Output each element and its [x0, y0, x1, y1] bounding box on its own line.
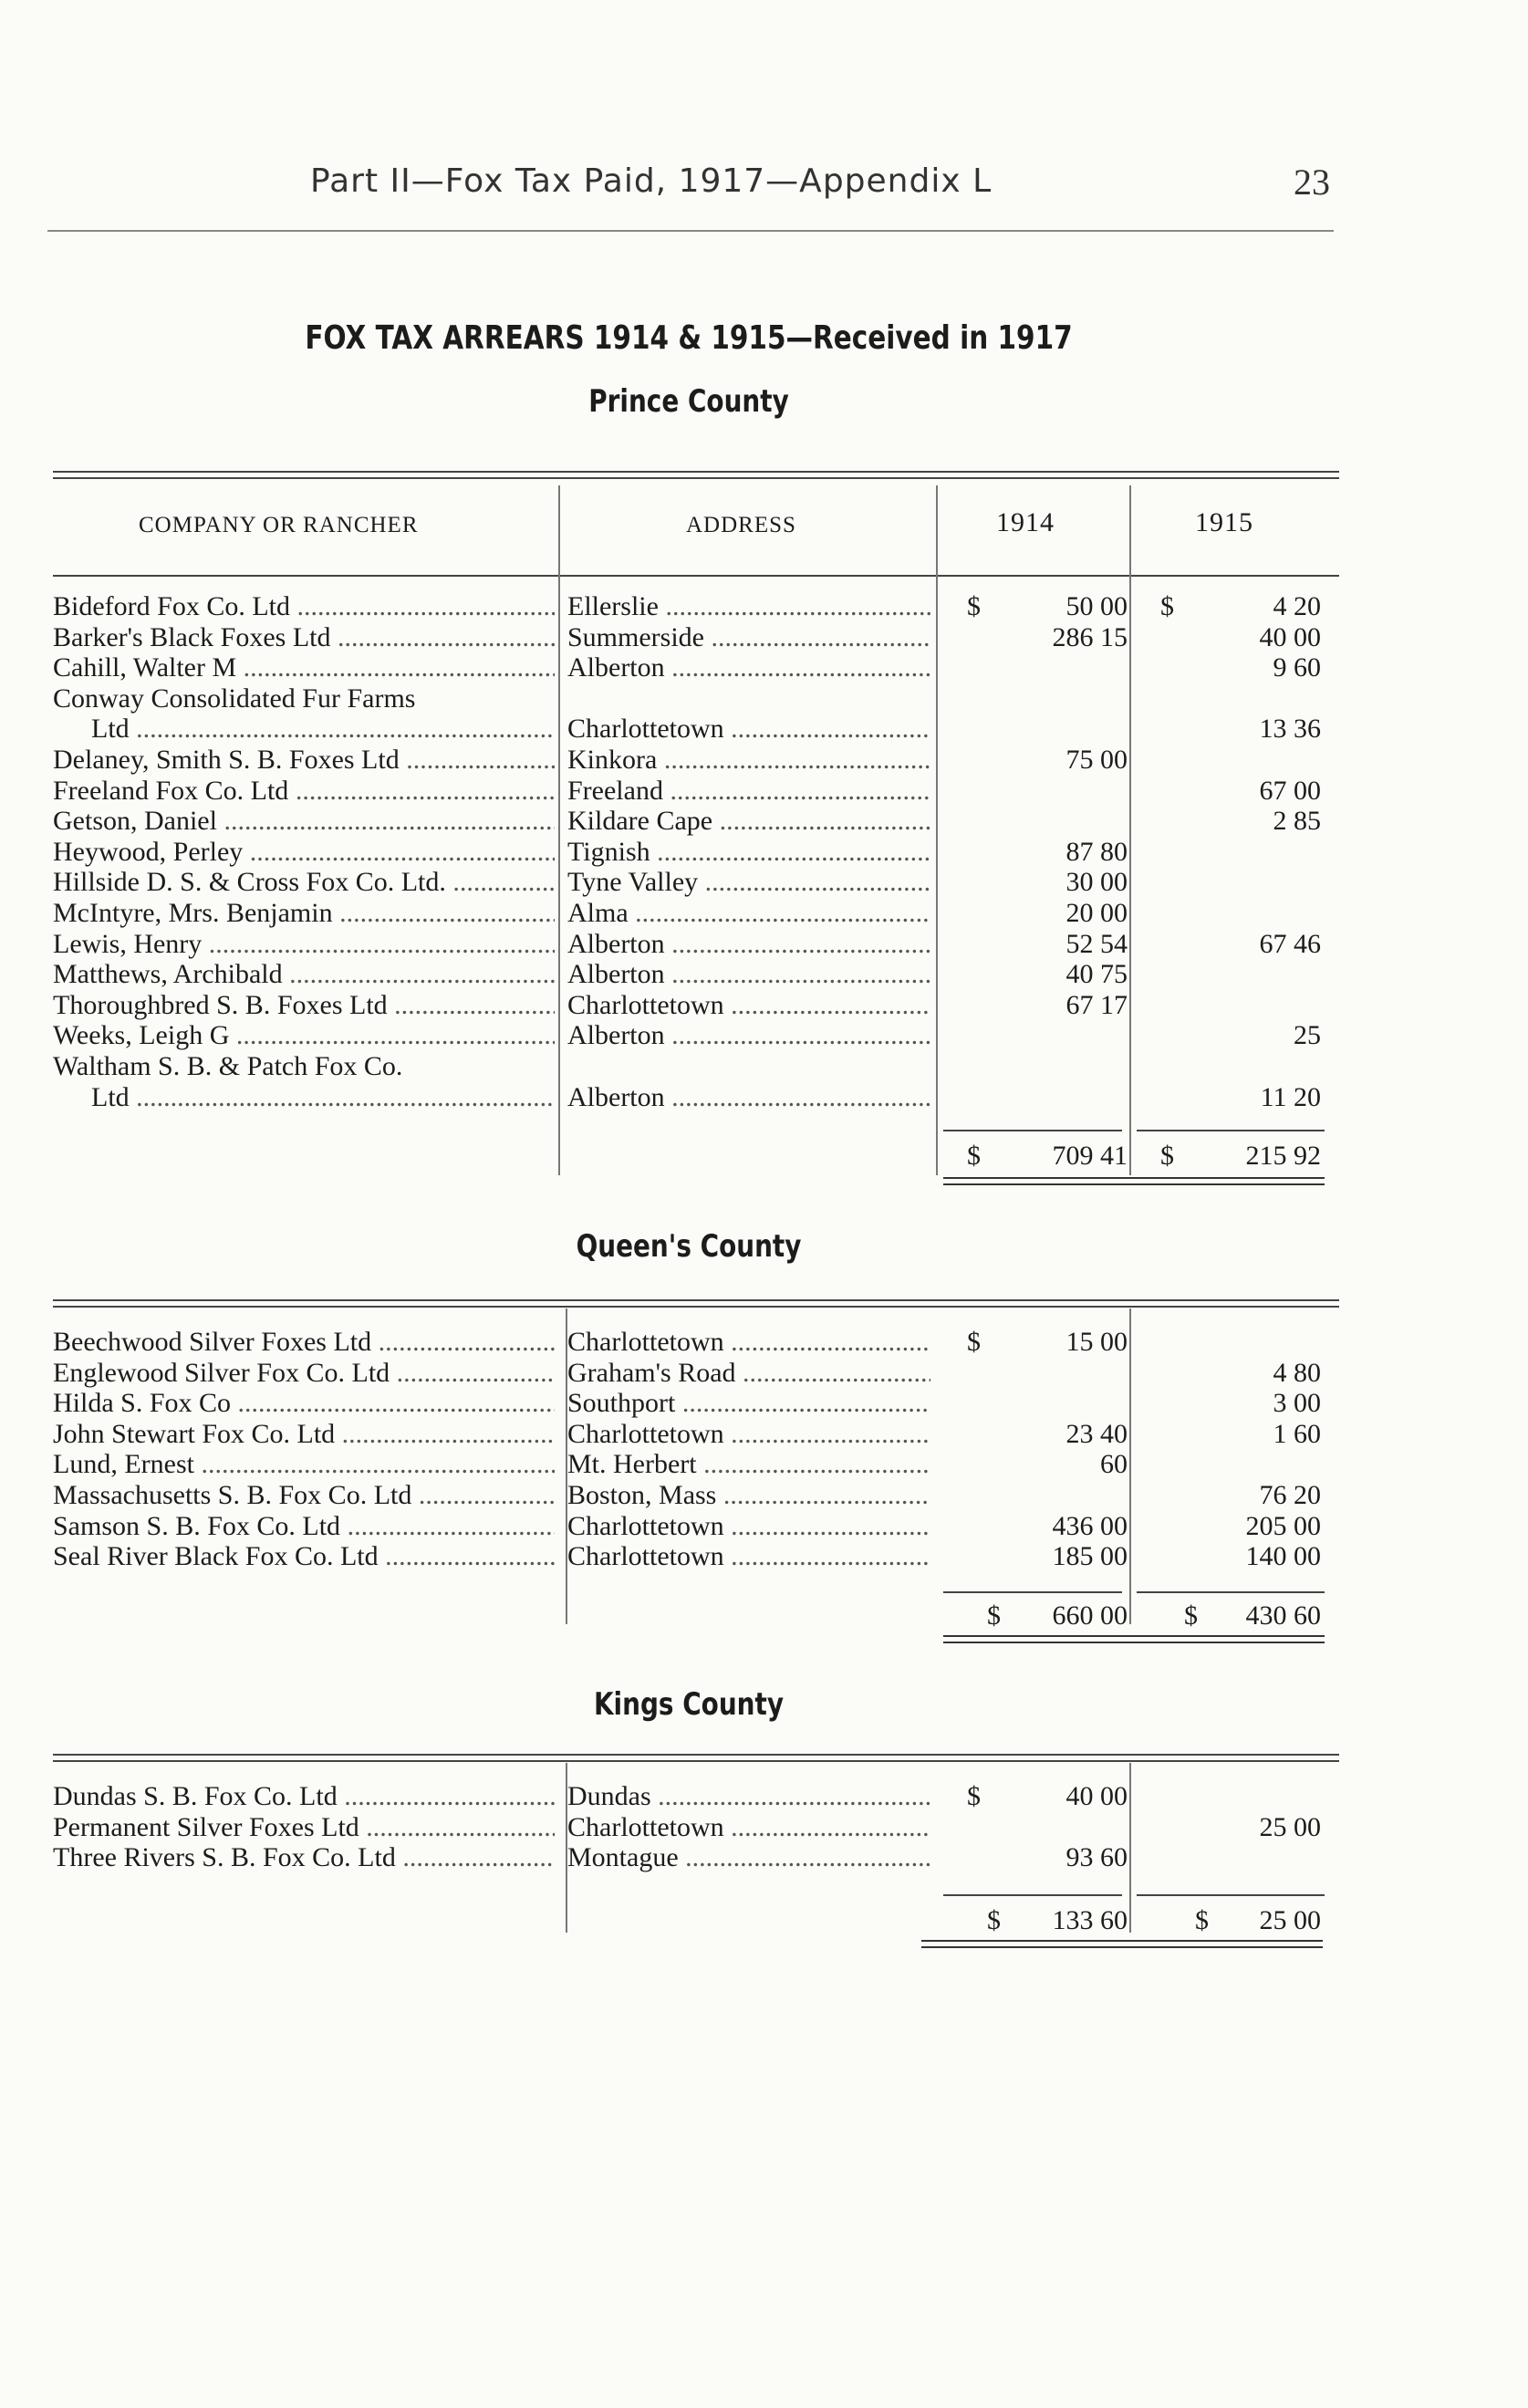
amount-1915: 76 20 — [1259, 1480, 1321, 1510]
dollar-sign: $ — [1195, 1905, 1209, 1935]
dollar-sign: $ — [967, 1327, 981, 1357]
amount-1915: 205 00 — [1245, 1510, 1321, 1541]
address: Charlottetown ..... — [567, 1541, 930, 1572]
column-header-1915: 1915 — [1195, 507, 1253, 537]
address: Alberton ..... — [567, 959, 930, 990]
table-row-name-line — [0, 1051, 1528, 1082]
subtotal-rule — [1137, 1894, 1325, 1896]
amount-1915: 25 00 — [1259, 1811, 1321, 1842]
subtotal-rule — [1137, 1591, 1325, 1593]
company-name: Hilda S. Fox Co ..... — [53, 1388, 555, 1419]
amount-1914: 50 00 — [1065, 591, 1128, 621]
amount-1915: 13 36 — [1259, 714, 1321, 745]
total-row — [0, 1600, 1528, 1631]
amount-1914: 93 60 — [1065, 1842, 1128, 1873]
address: Charlottetown ..... — [567, 714, 930, 745]
table-top-rule — [53, 471, 1339, 479]
table-row — [0, 1511, 1528, 1542]
company-name: Waltham S. B. & Patch Fox Co. — [53, 1051, 403, 1081]
company-name-continued: Ltd ..... — [91, 714, 555, 745]
company-name: McIntyre, Mrs. Benjamin ..... — [53, 898, 555, 929]
amount-1915: 25 — [1294, 1020, 1321, 1051]
subtotal-rule — [943, 1591, 1122, 1593]
subtotal-rule — [1137, 1130, 1325, 1131]
company-name: Weeks, Leigh G ..... — [53, 1020, 555, 1051]
company-name: Englewood Silver Fox Co. Ltd ..... — [53, 1358, 555, 1389]
section-title-prince: Prince County — [588, 383, 789, 420]
table-row — [0, 1388, 1528, 1419]
subtotal-rule — [943, 1130, 1122, 1131]
amount-1915: 11 20 — [1260, 1081, 1321, 1112]
amount-1915: 140 00 — [1245, 1541, 1321, 1572]
table-row — [0, 1358, 1528, 1389]
company-name: Three Rivers S. B. Fox Co. Ltd ..... — [53, 1842, 555, 1873]
section-title-kings: Kings County — [593, 1686, 785, 1723]
company-name: Samson S. B. Fox Co. Ltd ..... — [53, 1511, 555, 1542]
table-row — [0, 929, 1528, 960]
address: Tignish ..... — [567, 837, 930, 868]
amount-1915: 2 85 — [1273, 806, 1321, 837]
table-row — [0, 745, 1528, 776]
company-name: Lund, Ernest ..... — [53, 1449, 555, 1480]
amount-1914: 436 00 — [1052, 1510, 1128, 1541]
table-row-name-line — [0, 683, 1528, 714]
address: Freeland ..... — [567, 776, 930, 807]
table-row — [0, 1842, 1528, 1873]
total-double-rule — [943, 1177, 1325, 1185]
amount-1914: 23 40 — [1065, 1418, 1128, 1449]
company-name-continued: Ltd ..... — [91, 1082, 555, 1113]
amount-1914: 185 00 — [1052, 1541, 1128, 1572]
address: Charlottetown ..... — [567, 1419, 930, 1450]
table-row — [0, 806, 1528, 837]
amount-1914: 40 00 — [1065, 1781, 1128, 1811]
table-row — [0, 1781, 1528, 1812]
total-row — [0, 1905, 1528, 1936]
company-name: Thoroughbred S. B. Foxes Ltd ..... — [53, 990, 555, 1021]
subtotal-rule — [943, 1894, 1122, 1896]
address: Alberton ..... — [567, 1082, 930, 1113]
address: Ellerslie ..... — [567, 591, 930, 622]
company-name: John Stewart Fox Co. Ltd ..... — [53, 1419, 555, 1450]
company-name: Getson, Daniel ..... — [53, 806, 555, 837]
table-row — [0, 1419, 1528, 1450]
dollar-sign: $ — [1160, 591, 1174, 621]
address: Kildare Cape ..... — [567, 806, 930, 837]
address: Mt. Herbert ..... — [567, 1449, 930, 1480]
table-row — [0, 1812, 1528, 1843]
header-bottom-rule — [53, 575, 1339, 577]
table-row — [0, 898, 1528, 929]
company-name: Bideford Fox Co. Ltd ..... — [53, 591, 555, 622]
company-name: Hillside D. S. & Cross Fox Co. Ltd. ..... — [53, 867, 555, 898]
table-top-rule — [53, 1299, 1339, 1308]
dollar-sign: $ — [1160, 1141, 1174, 1171]
address: Alberton ..... — [567, 929, 930, 960]
amount-1914: 67 17 — [1065, 989, 1128, 1020]
amount-1915: 67 00 — [1259, 775, 1321, 806]
total-1915: 215 92 — [1245, 1141, 1321, 1171]
table-row — [0, 1541, 1528, 1572]
table-row — [0, 1020, 1528, 1051]
address: Charlottetown ..... — [567, 1812, 930, 1843]
amount-1915: 9 60 — [1273, 652, 1321, 683]
company-name: Lewis, Henry ..... — [53, 929, 555, 960]
table-row — [0, 622, 1528, 653]
address: Southport ..... — [567, 1388, 930, 1419]
company-name: Seal River Black Fox Co. Ltd ..... — [53, 1541, 555, 1572]
company-name: Freeland Fox Co. Ltd ..... — [53, 776, 555, 807]
dollar-sign: $ — [987, 1600, 1001, 1631]
table-row — [0, 1082, 1528, 1113]
address: Dundas ..... — [567, 1781, 930, 1812]
amount-1915: 67 46 — [1259, 928, 1321, 959]
dollar-sign: $ — [1184, 1600, 1198, 1631]
table-top-rule — [53, 1754, 1339, 1762]
total-row — [0, 1141, 1528, 1172]
amount-1914: 15 00 — [1065, 1327, 1128, 1357]
dollar-sign: $ — [967, 1781, 981, 1811]
amount-1915: 4 80 — [1273, 1357, 1321, 1388]
company-name: Barker's Black Foxes Ltd ..... — [53, 622, 555, 653]
company-name: Beechwood Silver Foxes Ltd ..... — [53, 1327, 555, 1358]
amount-1914: 52 54 — [1065, 928, 1128, 959]
table-row — [0, 714, 1528, 745]
amount-1914: 286 15 — [1052, 621, 1128, 652]
total-1915: 430 60 — [1245, 1600, 1321, 1631]
table-row — [0, 1449, 1528, 1480]
company-name: Matthews, Archibald ..... — [53, 959, 555, 990]
amount-1914: 30 00 — [1065, 867, 1128, 898]
company-name: Permanent Silver Foxes Ltd ..... — [53, 1812, 555, 1843]
address: Alberton ..... — [567, 1020, 930, 1051]
total-1915: 25 00 — [1259, 1905, 1321, 1935]
company-name: Dundas S. B. Fox Co. Ltd ..... — [53, 1781, 555, 1812]
column-header-name: COMPANY OR RANCHER — [139, 513, 419, 537]
amount-1914: 40 75 — [1065, 959, 1128, 990]
table-row — [0, 990, 1528, 1021]
column-header-address: ADDRESS — [686, 513, 796, 537]
address: Graham's Road ..... — [567, 1358, 930, 1389]
company-name: Conway Consolidated Fur Farms — [53, 683, 416, 714]
address: Kinkora ..... — [567, 745, 930, 776]
table-row — [0, 959, 1528, 990]
dollar-sign: $ — [967, 591, 981, 621]
total-double-rule — [943, 1635, 1325, 1643]
table-row — [0, 867, 1528, 898]
page-title: FOX TAX ARREARS 1914 & 1915—Received in 1917 — [305, 319, 1073, 357]
table-row — [0, 1480, 1528, 1511]
dollar-sign: $ — [987, 1905, 1001, 1935]
company-name: Delaney, Smith S. B. Foxes Ltd ..... — [53, 745, 555, 776]
amount-1914: 75 00 — [1065, 745, 1128, 775]
company-name: Massachusetts S. B. Fox Co. Ltd ..... — [53, 1480, 555, 1511]
address: Tyne Valley ..... — [567, 867, 930, 898]
address: Charlottetown ..... — [567, 990, 930, 1021]
table-row — [0, 1327, 1528, 1358]
address: Boston, Mass ..... — [567, 1480, 930, 1511]
table-row — [0, 776, 1528, 807]
amount-1914: 87 80 — [1065, 836, 1128, 867]
address: Charlottetown ..... — [567, 1511, 930, 1542]
dollar-sign: $ — [967, 1141, 981, 1171]
table-row — [0, 591, 1528, 622]
running-title: Part II—Fox Tax Paid, 1917—Appendix L — [310, 162, 993, 200]
company-name: Heywood, Perley ..... — [53, 837, 555, 868]
section-title-queens: Queen's County — [576, 1228, 802, 1265]
amount-1915: 1 60 — [1273, 1418, 1321, 1449]
column-header-1914: 1914 — [996, 507, 1055, 537]
total-double-rule — [921, 1940, 1323, 1948]
amount-1914: 20 00 — [1065, 898, 1128, 928]
address: Charlottetown ..... — [567, 1327, 930, 1358]
address: Alberton ..... — [567, 652, 930, 683]
table-row — [0, 652, 1528, 683]
total-1914: 133 60 — [1052, 1905, 1128, 1935]
amount-1914: 60 — [1100, 1449, 1128, 1480]
address: Summerside ..... — [567, 622, 930, 653]
table-row — [0, 837, 1528, 868]
address: Alma ..... — [567, 898, 930, 929]
address: Montague ..... — [567, 1842, 930, 1873]
total-1914: 709 41 — [1052, 1141, 1128, 1171]
amount-1915: 3 00 — [1273, 1388, 1321, 1419]
page-number: 23 — [1294, 162, 1330, 203]
amount-1915: 4 20 — [1273, 591, 1321, 621]
amount-1915: 40 00 — [1259, 621, 1321, 652]
total-1914: 660 00 — [1052, 1600, 1128, 1631]
company-name: Cahill, Walter M ..... — [53, 652, 555, 683]
header-rule — [47, 230, 1334, 232]
